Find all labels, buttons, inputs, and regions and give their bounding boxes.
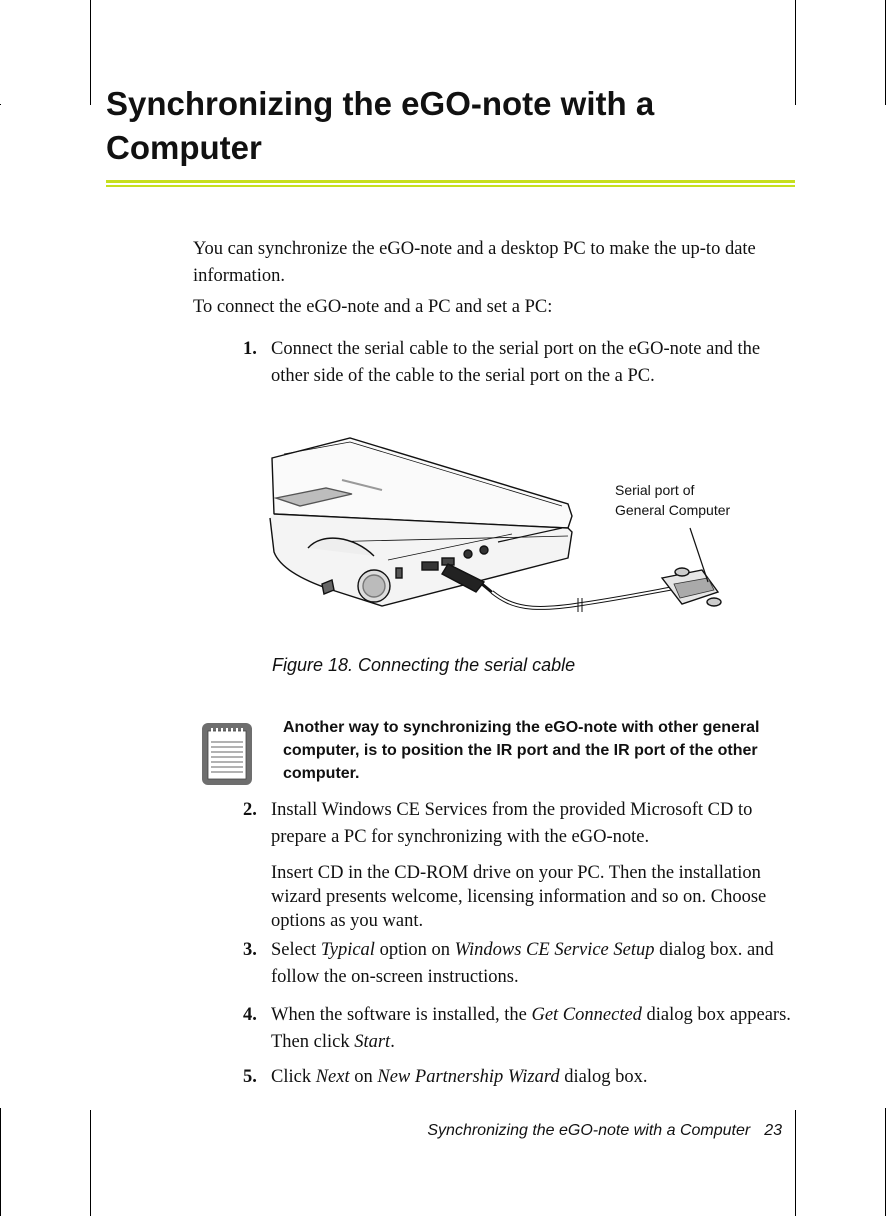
- step-number: 2.: [243, 800, 257, 820]
- step-text-part: .: [390, 1032, 395, 1052]
- figure-label-line: Serial port of: [615, 482, 695, 498]
- step-text-emphasis: Next: [315, 1067, 350, 1087]
- step-text-part: dialog box. and follow the on-screen instructions.: [271, 940, 774, 987]
- crop-mark: [795, 1110, 796, 1216]
- title-rule: [106, 180, 795, 183]
- note-text: Another way to synchronizing the eGO-note with other general computer, is to position the IR port and the IR port of the other computer.: [283, 719, 760, 782]
- page-footer: [0, 1122, 782, 1140]
- figure-label-line: General Computer: [615, 502, 731, 518]
- step-text-part: on: [349, 1067, 378, 1087]
- intro-lead: To connect the eGO-note and a PC and set a PC:: [193, 297, 553, 317]
- port: [396, 568, 402, 578]
- step-text-emphasis: Start: [354, 1032, 391, 1052]
- step-text-part: When the software is installed, the: [271, 1005, 532, 1025]
- step-number: 1.: [243, 339, 257, 359]
- step-text-part: dialog box appears. Then click: [271, 1005, 791, 1052]
- step-text-part: Click: [271, 1067, 316, 1087]
- step-subtext: Insert CD in the CD-ROM drive on your PC. Then the installation wizard presents welcome, licensing information and so on. Choose options as you want.: [271, 863, 767, 931]
- step-text-emphasis: Get Connected: [531, 1005, 642, 1025]
- footer-running-title: Synchronizing the eGO-note with a Computer: [427, 1122, 751, 1139]
- step-4: [243, 1002, 793, 1056]
- title-rule: [106, 185, 795, 187]
- step-5: [243, 1064, 793, 1091]
- step-text: [271, 1064, 793, 1091]
- step-text-part: dialog box.: [559, 1067, 648, 1087]
- crop-mark: [90, 0, 91, 105]
- step-text: Connect the serial cable to the serial port on the eGO-note and the other side of the cable to the serial port on the a PC.: [271, 339, 761, 386]
- step-number: 4.: [243, 1005, 257, 1025]
- notepad-icon: [201, 722, 253, 786]
- page-number: 23: [764, 1122, 782, 1139]
- laptop-body: [270, 514, 572, 606]
- step-text-emphasis: Typical: [320, 940, 375, 960]
- page-title: Synchronizing the eGO-note with a Computer: [106, 85, 655, 166]
- step-number: 3.: [243, 940, 257, 960]
- step-3: [243, 937, 793, 991]
- port: [464, 550, 472, 558]
- step-text-part: Select: [271, 940, 321, 960]
- intro-paragraph: You can synchronize the eGO-note and a desktop PC to make the up-to date information.: [193, 239, 756, 286]
- serial-port: [422, 562, 438, 570]
- laptop-lid: [272, 438, 572, 528]
- step-1: [243, 336, 793, 390]
- step-text: [271, 1002, 793, 1056]
- step-text-emphasis: New Partnership Wizard: [377, 1067, 560, 1087]
- port: [480, 546, 488, 554]
- step-text-emphasis: Windows CE Service Setup: [454, 940, 655, 960]
- figure-caption: Figure 18. Connecting the serial cable: [272, 655, 576, 675]
- figure-label: [615, 480, 730, 520]
- step-text: Install Windows CE Services from the provided Microsoft CD to prepare a PC for synchronizing with the eGO-note.: [271, 800, 753, 847]
- step-2: [243, 797, 793, 933]
- step-text: [271, 937, 793, 991]
- laptop-illustration: [262, 432, 742, 632]
- step-number: 5.: [243, 1067, 257, 1087]
- crop-mark: [0, 104, 1, 105]
- step-text-part: option on: [374, 940, 455, 960]
